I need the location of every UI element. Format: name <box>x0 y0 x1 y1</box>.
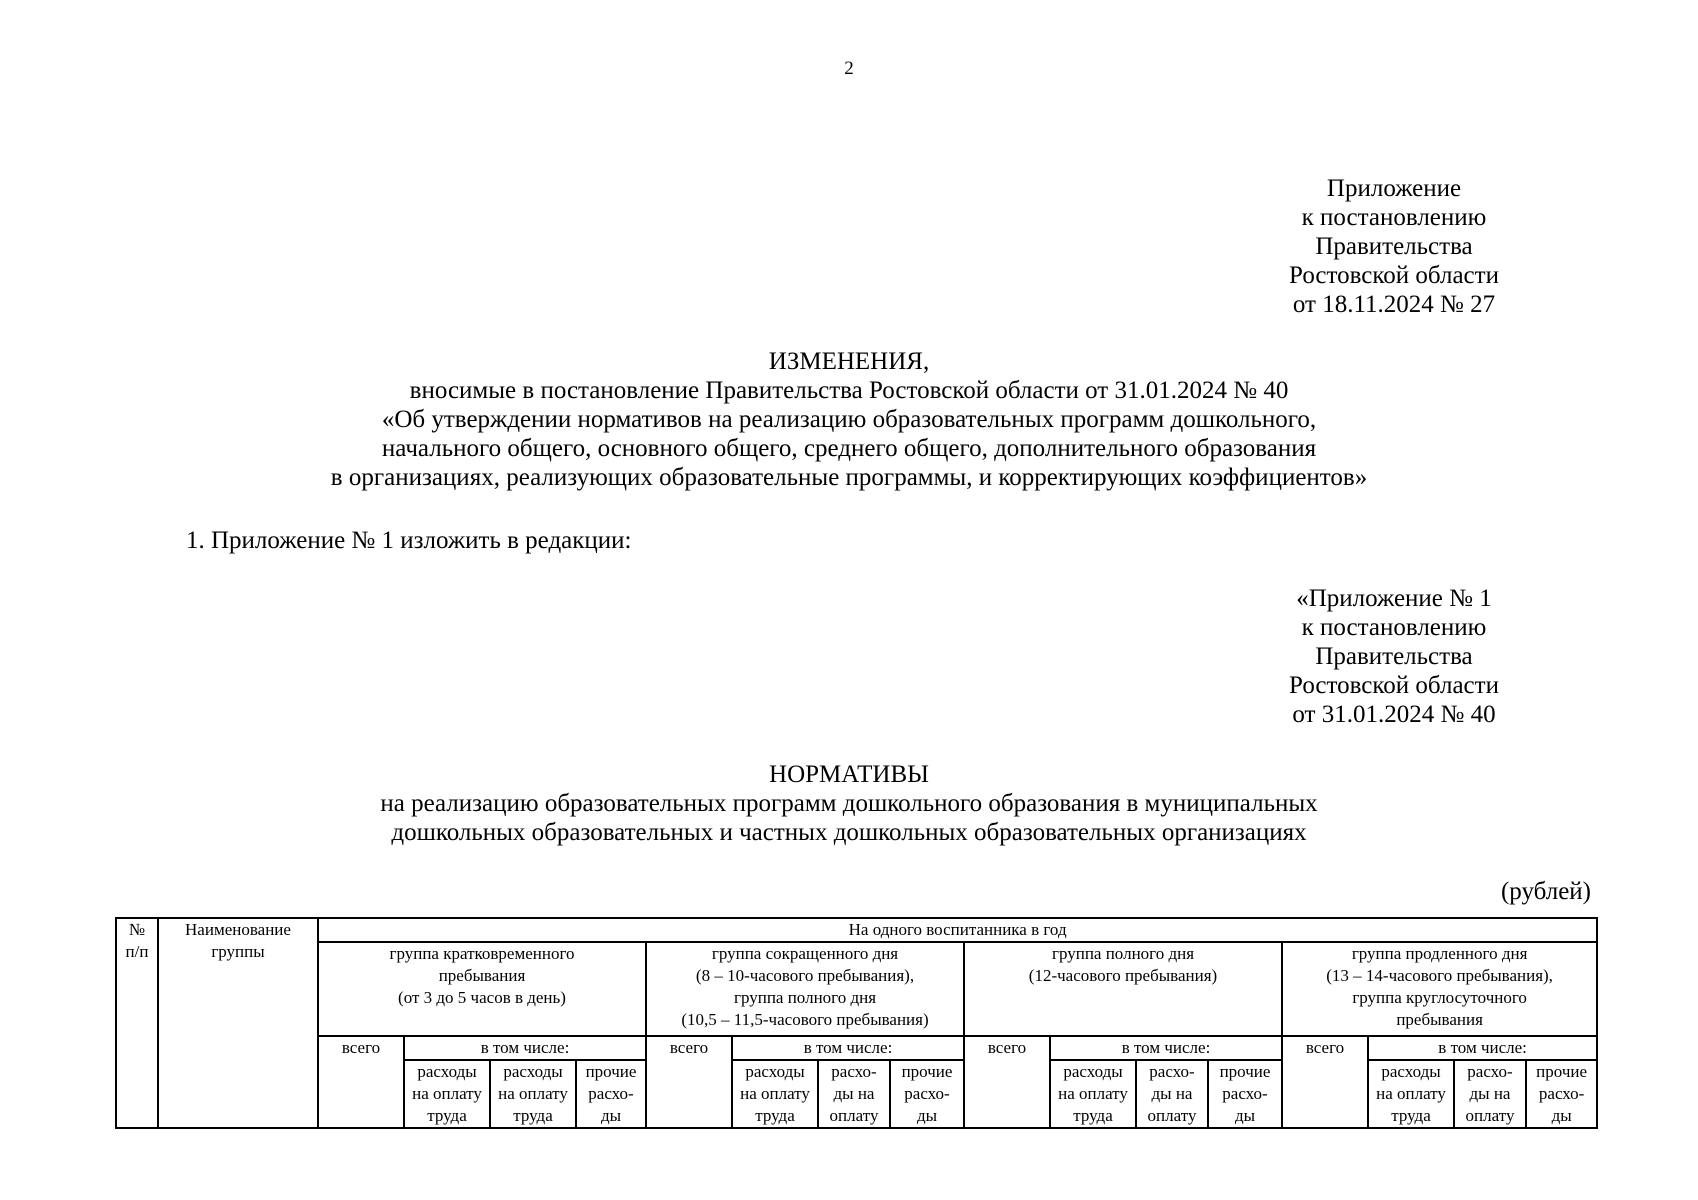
labor-costs-header: расходы на оплату труда <box>732 1060 818 1128</box>
other-costs-header: прочие расхо- ды <box>1526 1060 1597 1128</box>
other-costs-header: прочие расхо- ды <box>890 1060 964 1128</box>
labor-costs-header: расходы на оплату труда <box>1368 1060 1454 1128</box>
changes-title: ИЗМЕНЕНИЯ, <box>768 348 930 375</box>
annex1-line: от 31.01.2024 № 40 <box>1292 701 1496 728</box>
changes-line: «Об утверждении нормативов на реализацию образовательных программ дошкольного, <box>381 406 1317 433</box>
annex1-line: «Приложение № 1 <box>1296 585 1492 612</box>
appendix-line: от 18.11.2024 № 27 <box>1292 291 1496 318</box>
group-header-short-stay: группа кратковременного пребывания (от 3 до 5 часов в день) <box>318 942 646 1036</box>
group-header-full-day: группа полного дня (12-часового пребывания) <box>964 942 1282 1036</box>
group-header-shortened-day: группа сокращенного дня (8 – 10-часового пребывания), группа полного дня (10,5 – 11,5-часового пребывания) <box>646 942 964 1036</box>
including-header: в том числе: <box>1368 1036 1597 1060</box>
group-header-extended-day: группа продленного дня (13 – 14-часового пребывания), группа круглосуточного пребывания <box>1282 942 1597 1036</box>
appendix-line: Приложение <box>1326 175 1462 202</box>
including-header: в том числе: <box>732 1036 964 1060</box>
annex1-line: к постановлению <box>1301 614 1487 641</box>
annex1-line: Правительства <box>1315 643 1473 670</box>
payment-costs-header: расхо- ды на оплату <box>1136 1060 1208 1128</box>
norms-table <box>115 917 1598 1129</box>
number-column-header: № п/п <box>116 918 158 1128</box>
changes-line: в организациях, реализующих образовательные программы, и корректирующих коэффициентов» <box>330 464 1368 491</box>
labor-costs-header: расходы на оплату труда <box>490 1060 576 1128</box>
norms-line: на реализацию образовательных программ дошкольного образования в муниципальных <box>380 790 1318 817</box>
other-costs-header: прочие расхо- ды <box>576 1060 646 1128</box>
group-name-column-header: Наименование группы <box>158 918 318 1128</box>
appendix-line: Правительства <box>1315 233 1473 260</box>
including-header: в том числе: <box>404 1036 646 1060</box>
including-header: в том числе: <box>1050 1036 1282 1060</box>
changes-heading-block <box>0 347 1698 492</box>
changes-line: вносимые в постановление Правительства Ростовской области от 31.01.2024 № 40 <box>409 377 1289 404</box>
appendix-reference-block <box>1214 174 1574 319</box>
page-number: 2 <box>844 58 854 79</box>
labor-costs-header: расходы на оплату труда <box>1050 1060 1136 1128</box>
norms-heading-block <box>0 760 1698 847</box>
other-costs-header: прочие расхо- ды <box>1208 1060 1282 1128</box>
appendix-line: к постановлению <box>1301 204 1487 231</box>
table-header-row <box>116 1036 1597 1060</box>
item-1-text: 1. Приложение № 1 изложить в редакции: <box>186 527 632 554</box>
total-header: всего <box>964 1036 1050 1128</box>
payment-costs-header: расхо- ды на оплату <box>818 1060 890 1128</box>
payment-costs-header: расхо- ды на оплату <box>1454 1060 1526 1128</box>
total-header: всего <box>1282 1036 1368 1128</box>
annex1-line: Ростовской области <box>1289 672 1499 699</box>
table-header-row <box>116 942 1597 1036</box>
norms-title: НОРМАТИВЫ <box>769 761 929 788</box>
total-header: всего <box>318 1036 404 1128</box>
unit-label: (рублей) <box>1500 878 1591 905</box>
labor-costs-header: расходы на оплату труда <box>404 1060 490 1128</box>
table-header-row <box>116 918 1597 942</box>
appendix-line: Ростовской области <box>1289 262 1499 289</box>
total-header: всего <box>646 1036 732 1128</box>
changes-line: начального общего, основного общего, среднего общего, дополнительного образования <box>381 435 1317 462</box>
per-pupil-header: На одного воспитанника в год <box>318 918 1597 942</box>
norms-line: дошкольных образовательных и частных дошкольных образовательных организациях <box>391 819 1307 846</box>
annex1-reference-block <box>1214 584 1574 729</box>
